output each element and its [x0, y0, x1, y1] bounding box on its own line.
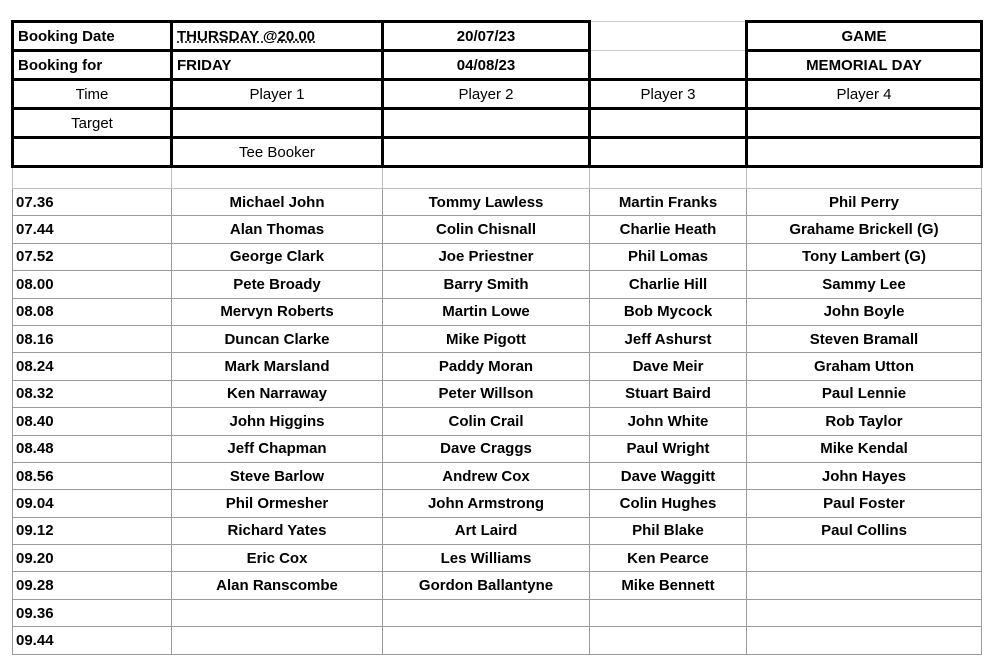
tee-time-row — [13, 298, 982, 325]
player-1-cell[interactable]: Alan Ranscombe — [172, 572, 383, 599]
player-1-cell[interactable]: Jeff Chapman — [172, 435, 383, 462]
tee-time-row — [13, 189, 982, 216]
player-2-cell[interactable]: Art Laird — [383, 517, 590, 544]
tee-time-row — [13, 380, 982, 407]
player-4-cell[interactable]: Paul Lennie — [747, 380, 982, 407]
tee-time-cell[interactable]: 09.28 — [13, 572, 172, 599]
tee-booker-player-3-cell[interactable] — [590, 138, 747, 167]
player-4-cell[interactable]: Tony Lambert (G) — [747, 243, 982, 270]
player-3-cell[interactable]: Mike Bennett — [590, 572, 747, 599]
player-4-cell[interactable]: John Boyle — [747, 298, 982, 325]
player-3-cell[interactable]: Jeff Ashurst — [590, 325, 747, 352]
tee-booker-label[interactable]: Tee Booker — [172, 138, 383, 167]
game-label[interactable]: GAME — [747, 22, 982, 51]
tee-time-cell[interactable]: 07.52 — [13, 243, 172, 270]
tee-time-cell[interactable]: 09.12 — [13, 517, 172, 544]
tee-booker-blank-label[interactable] — [13, 138, 172, 167]
tee-time-row — [13, 517, 982, 544]
player-2-cell[interactable]: Dave Craggs — [383, 435, 590, 462]
target-player-1-cell[interactable] — [172, 109, 383, 138]
booking-date-blank-cell[interactable] — [590, 22, 747, 51]
player-4-cell[interactable]: Steven Bramall — [747, 325, 982, 352]
player-2-cell[interactable]: Joe Priestner — [383, 243, 590, 270]
player-3-cell[interactable]: Phil Lomas — [590, 243, 747, 270]
empty-cell[interactable] — [13, 167, 172, 189]
tee-time-cell[interactable]: 08.00 — [13, 271, 172, 298]
player-3-cell[interactable]: Colin Hughes — [590, 490, 747, 517]
player-2-cell[interactable]: Gordon Ballantyne — [383, 572, 590, 599]
spacer-row — [13, 167, 982, 189]
header-row-columns — [13, 80, 982, 109]
player-1-header[interactable]: Player 1 — [172, 80, 383, 109]
player-4-cell[interactable] — [747, 627, 982, 654]
empty-cell[interactable] — [747, 167, 982, 189]
tee-time-row — [13, 408, 982, 435]
booking-for-day[interactable]: FRIDAY — [172, 51, 383, 80]
player-1-cell[interactable]: Duncan Clarke — [172, 325, 383, 352]
player-4-cell[interactable]: John Hayes — [747, 462, 982, 489]
player-4-cell[interactable]: Paul Foster — [747, 490, 982, 517]
empty-cell[interactable] — [383, 167, 590, 189]
player-3-cell[interactable]: John White — [590, 408, 747, 435]
tee-time-row — [13, 462, 982, 489]
tee-time-row — [13, 572, 982, 599]
tee-time-cell[interactable]: 08.24 — [13, 353, 172, 380]
player-3-cell[interactable]: Ken Pearce — [590, 545, 747, 572]
tee-times-body — [13, 189, 982, 655]
booking-for-date[interactable]: 04/08/23 — [383, 51, 590, 80]
booking-for-label[interactable]: Booking for — [13, 51, 172, 80]
target-player-3-cell[interactable] — [590, 109, 747, 138]
tee-time-cell[interactable]: 08.32 — [13, 380, 172, 407]
player-4-header[interactable]: Player 4 — [747, 80, 982, 109]
header-row-target — [13, 109, 982, 138]
player-2-cell[interactable]: Paddy Moran — [383, 353, 590, 380]
player-4-cell[interactable] — [747, 599, 982, 626]
target-player-2-cell[interactable] — [383, 109, 590, 138]
tee-time-row — [13, 353, 982, 380]
player-2-cell[interactable] — [383, 599, 590, 626]
player-2-cell[interactable]: Tommy Lawless — [383, 189, 590, 216]
header-row-booking-date — [13, 22, 982, 51]
player-2-cell[interactable]: Peter Willson — [383, 380, 590, 407]
player-2-cell[interactable]: Mike Pigott — [383, 325, 590, 352]
tee-booker-player-4-cell[interactable] — [747, 138, 982, 167]
player-4-cell[interactable]: Phil Perry — [747, 189, 982, 216]
tee-time-cell[interactable]: 07.44 — [13, 216, 172, 243]
tee-time-row — [13, 243, 982, 270]
tee-time-row — [13, 627, 982, 654]
player-3-cell[interactable] — [590, 599, 747, 626]
target-label[interactable]: Target — [13, 109, 172, 138]
player-4-cell[interactable] — [747, 572, 982, 599]
player-4-cell[interactable]: Grahame Brickell (G) — [747, 216, 982, 243]
player-4-cell[interactable]: Sammy Lee — [747, 271, 982, 298]
player-2-cell[interactable]: Colin Chisnall — [383, 216, 590, 243]
empty-cell[interactable] — [172, 167, 383, 189]
player-3-cell[interactable] — [590, 627, 747, 654]
tee-time-row — [13, 435, 982, 462]
player-1-cell[interactable]: Richard Yates — [172, 517, 383, 544]
player-4-cell[interactable]: Mike Kendal — [747, 435, 982, 462]
player-1-cell[interactable]: Alan Thomas — [172, 216, 383, 243]
tee-time-cell[interactable]: 08.40 — [13, 408, 172, 435]
player-2-cell[interactable]: John Armstrong — [383, 490, 590, 517]
player-3-cell[interactable]: Bob Mycock — [590, 298, 747, 325]
tee-time-row — [13, 490, 982, 517]
player-3-cell[interactable]: Charlie Heath — [590, 216, 747, 243]
player-2-cell[interactable]: Colin Crail — [383, 408, 590, 435]
player-3-cell[interactable]: Charlie Hill — [590, 271, 747, 298]
player-1-cell[interactable]: Phil Ormesher — [172, 490, 383, 517]
player-4-cell[interactable]: Graham Utton — [747, 353, 982, 380]
header-row-tee-booker — [13, 138, 982, 167]
player-2-cell[interactable]: Les Williams — [383, 545, 590, 572]
tee-time-cell[interactable]: 09.20 — [13, 545, 172, 572]
tee-time-cell[interactable]: 08.48 — [13, 435, 172, 462]
tee-time-cell[interactable]: 07.36 — [13, 189, 172, 216]
player-1-cell[interactable] — [172, 627, 383, 654]
player-4-cell[interactable]: Rob Taylor — [747, 408, 982, 435]
tee-sheet-table — [11, 20, 983, 655]
player-2-cell[interactable] — [383, 627, 590, 654]
booking-date-label[interactable]: Booking Date — [13, 22, 172, 51]
target-player-4-cell[interactable] — [747, 109, 982, 138]
player-3-cell[interactable]: Dave Meir — [590, 353, 747, 380]
header-row-booking-for — [13, 51, 982, 80]
player-1-cell[interactable]: Mark Marsland — [172, 353, 383, 380]
player-3-header[interactable]: Player 3 — [590, 80, 747, 109]
player-2-header[interactable]: Player 2 — [383, 80, 590, 109]
booking-for-blank-cell[interactable] — [590, 51, 747, 80]
tee-time-cell[interactable]: 08.08 — [13, 298, 172, 325]
booking-date-value[interactable]: 20/07/23 — [383, 22, 590, 51]
player-2-cell[interactable]: Andrew Cox — [383, 462, 590, 489]
tee-time-row — [13, 271, 982, 298]
player-4-cell[interactable]: Paul Collins — [747, 517, 982, 544]
player-3-cell[interactable]: Paul Wright — [590, 435, 747, 462]
player-3-cell[interactable]: Phil Blake — [590, 517, 747, 544]
player-2-cell[interactable]: Barry Smith — [383, 271, 590, 298]
player-1-cell[interactable]: Ken Narraway — [172, 380, 383, 407]
player-3-cell[interactable]: Dave Waggitt — [590, 462, 747, 489]
tee-time-cell[interactable]: 08.56 — [13, 462, 172, 489]
tee-time-cell[interactable]: 08.16 — [13, 325, 172, 352]
player-3-cell[interactable]: Martin Franks — [590, 189, 747, 216]
empty-cell[interactable] — [590, 167, 747, 189]
booking-date-day[interactable]: THURSDAY @20.00 — [172, 22, 383, 51]
tee-time-row — [13, 325, 982, 352]
player-3-cell[interactable]: Stuart Baird — [590, 380, 747, 407]
time-column-header[interactable]: Time — [13, 80, 172, 109]
tee-time-row — [13, 216, 982, 243]
tee-time-cell[interactable]: 09.04 — [13, 490, 172, 517]
tee-time-cell[interactable]: 09.44 — [13, 627, 172, 654]
player-1-cell[interactable]: Pete Broady — [172, 271, 383, 298]
player-2-cell[interactable]: Martin Lowe — [383, 298, 590, 325]
tee-booker-player-2-cell[interactable] — [383, 138, 590, 167]
player-1-cell[interactable]: Steve Barlow — [172, 462, 383, 489]
game-name[interactable]: MEMORIAL DAY — [747, 51, 982, 80]
tee-time-cell[interactable]: 09.36 — [13, 599, 172, 626]
player-4-cell[interactable] — [747, 545, 982, 572]
player-1-cell[interactable]: Mervyn Roberts — [172, 298, 383, 325]
player-1-cell[interactable]: John Higgins — [172, 408, 383, 435]
tee-time-row — [13, 545, 982, 572]
tee-time-row — [13, 599, 982, 626]
player-1-cell[interactable] — [172, 599, 383, 626]
player-1-cell[interactable]: Michael John — [172, 189, 383, 216]
player-1-cell[interactable]: George Clark — [172, 243, 383, 270]
player-1-cell[interactable]: Eric Cox — [172, 545, 383, 572]
